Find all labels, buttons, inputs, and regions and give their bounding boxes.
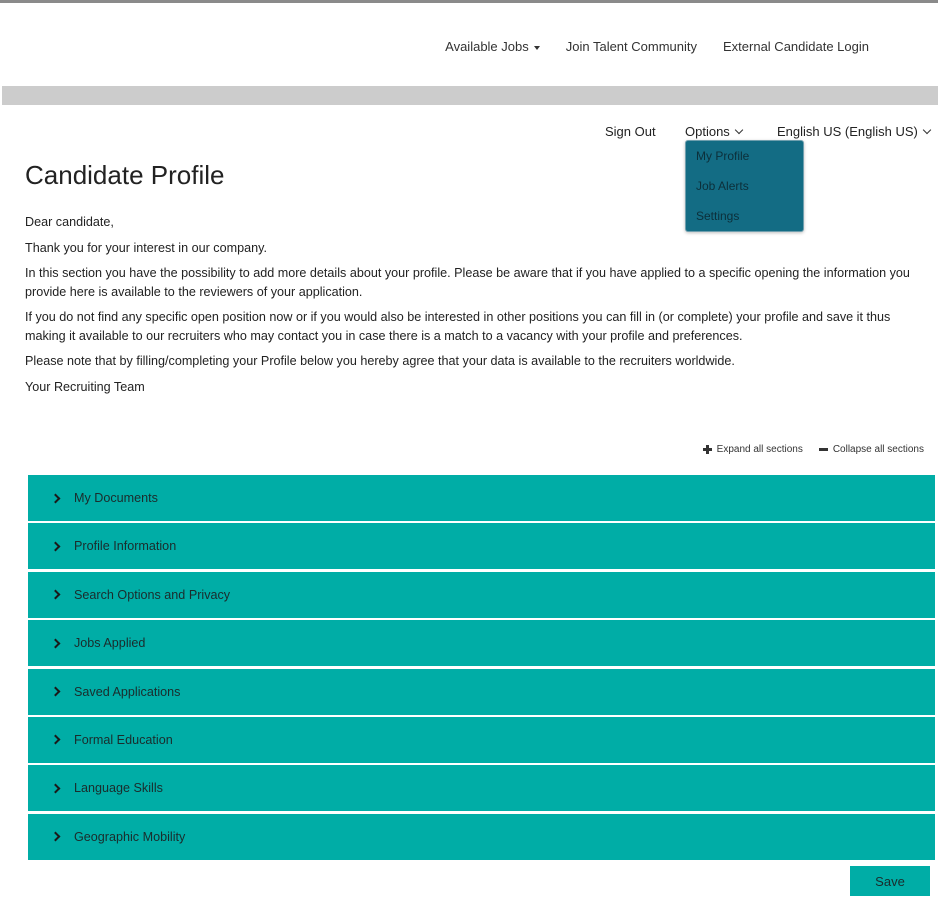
section-geographic-mobility[interactable]: Geographic Mobility bbox=[28, 814, 935, 860]
header-band bbox=[2, 86, 938, 105]
menu-item-my-profile[interactable]: My Profile bbox=[696, 149, 750, 163]
chevron-right-icon bbox=[51, 735, 61, 745]
nav-join-talent-community[interactable]: Join Talent Community bbox=[565, 39, 697, 54]
save-button[interactable]: Save bbox=[850, 866, 930, 896]
caret-down-icon bbox=[534, 46, 540, 50]
chevron-down-icon bbox=[923, 126, 931, 134]
nav-available-jobs[interactable]: Available Jobs bbox=[445, 39, 540, 54]
section-language-skills[interactable]: Language Skills bbox=[28, 765, 935, 811]
section-formal-education[interactable]: Formal Education bbox=[28, 717, 935, 763]
expand-all-button[interactable]: Expand all sections bbox=[703, 444, 803, 455]
intro-paragraph: Please note that by filling/completing your Profile below you hereby agree that your data is available to the recruiters worldwide. bbox=[25, 354, 735, 368]
plus-icon bbox=[703, 445, 712, 454]
chevron-right-icon bbox=[51, 590, 61, 600]
chevron-right-icon bbox=[51, 783, 61, 793]
language-selector[interactable]: English US (English US) bbox=[777, 124, 930, 139]
section-profile-information[interactable]: Profile Information bbox=[28, 523, 935, 569]
chevron-right-icon bbox=[51, 638, 61, 648]
intro-paragraph: Dear candidate, bbox=[25, 215, 114, 229]
minus-icon bbox=[819, 448, 828, 451]
section-controls bbox=[703, 444, 924, 455]
collapse-all-button[interactable]: Collapse all sections bbox=[819, 444, 924, 455]
section-my-documents[interactable]: My Documents bbox=[28, 475, 935, 521]
chevron-right-icon bbox=[51, 541, 61, 551]
profile-sections bbox=[28, 475, 935, 862]
nav-external-candidate-login[interactable]: External Candidate Login bbox=[723, 39, 869, 54]
chevron-right-icon bbox=[51, 832, 61, 842]
chevron-down-icon bbox=[735, 126, 743, 134]
header-nav bbox=[445, 39, 869, 54]
intro-paragraph: Your Recruiting Team bbox=[25, 379, 145, 394]
section-saved-applications[interactable]: Saved Applications bbox=[28, 669, 935, 715]
sign-out-link[interactable]: Sign Out bbox=[605, 124, 656, 139]
chevron-right-icon bbox=[51, 687, 61, 697]
menu-item-settings[interactable]: Settings bbox=[696, 209, 740, 223]
top-border bbox=[0, 0, 938, 3]
page-title: Candidate Profile bbox=[25, 160, 225, 190]
section-jobs-applied[interactable]: Jobs Applied bbox=[28, 620, 935, 666]
options-menu-toggle[interactable]: Options bbox=[685, 124, 742, 139]
intro-paragraph: If you do not find any specific open position now or if you would also be interested in other positions you can fill in (or complete) your profile and save it thus making it available to our recruiters who may contact you in case there is a match to a vacancy with your profile and preferences. bbox=[25, 310, 891, 343]
chevron-right-icon bbox=[51, 493, 61, 503]
menu-item-job-alerts[interactable]: Job Alerts bbox=[696, 179, 749, 193]
intro-text bbox=[25, 213, 930, 403]
intro-paragraph: Thank you for your interest in our company. bbox=[25, 240, 267, 255]
intro-paragraph: In this section you have the possibility to add more details about your profile. Please be aware that if you have applied to a specific opening the information you provide here is available to the reviewers of your application. bbox=[25, 266, 910, 299]
section-search-options-privacy[interactable]: Search Options and Privacy bbox=[28, 572, 935, 618]
